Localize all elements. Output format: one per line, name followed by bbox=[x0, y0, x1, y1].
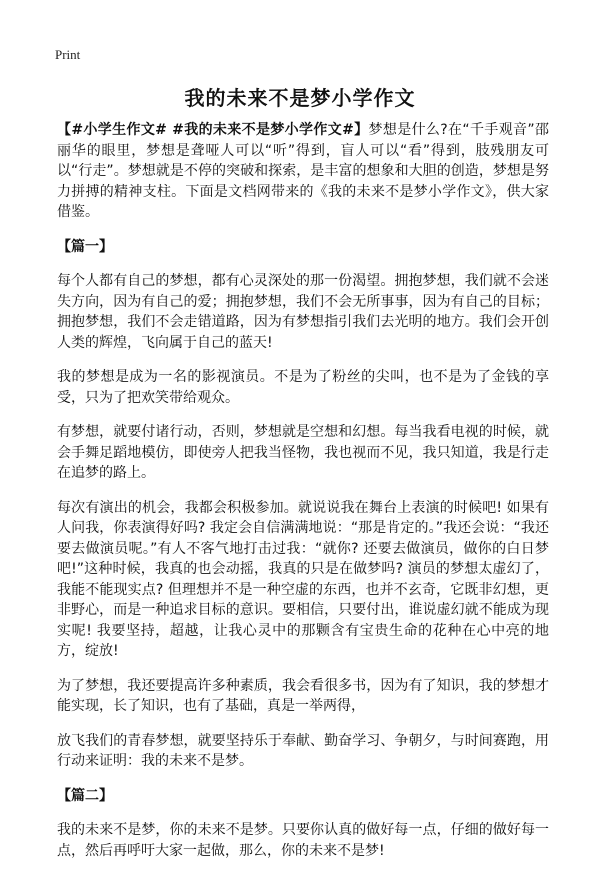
intro-text: 梦想是什么?在“千手观音”邵丽华的眼里，梦想是聋哑人可以“听”得到，盲人可以“看”得到，肢残朋友可以“行走”。梦想就是不停的突破和探索，是丰富的想象和大胆的创造，梦想是努力拼搏的精神支柱。下面是文档网带来的《我的未来不是梦小学作文》，供大家借鉴。 bbox=[57, 122, 550, 220]
article-body bbox=[57, 120, 549, 875]
section-heading-1: 【篇一】 bbox=[57, 238, 113, 255]
print-link[interactable]: Print bbox=[55, 47, 81, 62]
section1-paragraph-3: 有梦想，就要付诸行动，否则，梦想就是空想和幻想。每当我看电视的时候，就会手舞足蹈地模仿，即使旁人把我当怪物，我也视而不见，我只知道，我是行走在追梦的路上。 bbox=[57, 424, 549, 481]
intro-tag: 【#小学生作文# #我的未来不是梦小学作文#】 bbox=[57, 122, 369, 138]
section1-paragraph-1: 每个人都有自己的梦想，都有心灵深处的那一份渴望。拥抱梦想，我们就不会迷失方向，因为有自己的爱；拥抱梦想，我们不会无所事事，因为有自己的目标；拥抱梦想，我们不会走错道路，因为有梦想指引我们去光明的地方。我们会开创人类的辉煌，飞向属于自己的蓝天! bbox=[57, 273, 549, 351]
section1-paragraph-6: 放飞我们的青春梦想，就要坚持乐于奉献、勤奋学习、争朝夕，与时间赛跑，用行动来证明：我的未来不是梦。 bbox=[57, 732, 549, 769]
section-heading-2: 【篇二】 bbox=[57, 787, 113, 804]
page-title: 我的未来不是梦小学作文 bbox=[184, 86, 416, 110]
intro-paragraph bbox=[57, 120, 549, 223]
section1-paragraph-5: 为了梦想，我还要提高许多种素质，我会看很多书，因为有了知识，我的梦想才能实现，长了知识，也有了基础，真是一举两得， bbox=[57, 677, 549, 714]
section1-paragraph-2: 我的梦想是成为一名的影视演员。不是为了粉丝的尖叫，也不是为了金钱的享受，只为了把欢笑带给观众。 bbox=[57, 369, 549, 406]
section1-paragraph-4: 每次有演出的机会，我都会积极参加。就说说我在舞台上表演的时候吧! 如果有人问我，你表演得好吗? 我定会自信满满地说：“那是肯定的。”我还会说：“我还要去做演员呢。”有人不客气地打击过我：“就你? 还要去做演员，做你的白日梦吧!”这种时候，我真的也会动摇，我真的只是在做梦吗? 演员的梦想太虚幻了，我能不能现实点? 但理想并不是一种空虚的东西，也并不玄奇，它既非幻想，更非野心，而是一种追求目标的意识。要相信，只要付出，谁说虚幻就不能成为现实呢! 我要坚持，超越，让我心灵中的那颗含有宝贵生命的花种在心中亮的地方，绽放! bbox=[57, 499, 549, 659]
section2-paragraph-1: 我的未来不是梦，你的未来不是梦。只要你认真的做好每一点，仔细的做好每一点，然后再呼吁大家一起做，那么，你的未来不是梦! bbox=[57, 822, 549, 859]
